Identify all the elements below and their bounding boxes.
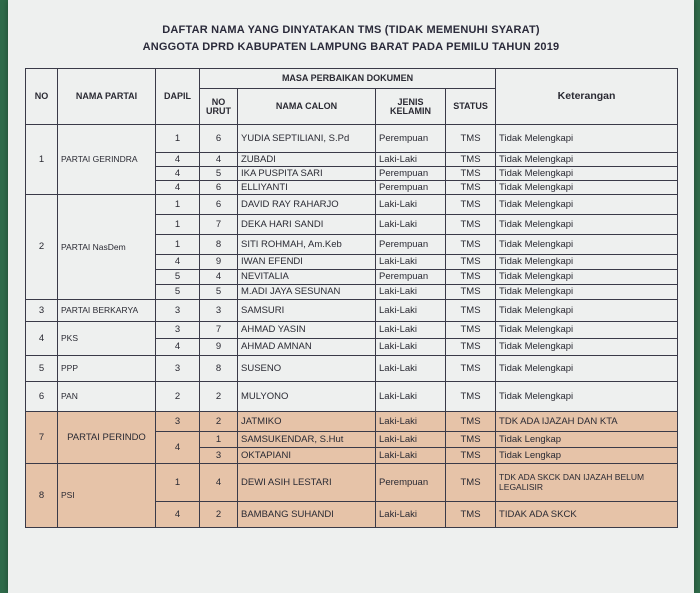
dapil-cell: 1	[156, 195, 200, 215]
status-cell: TMS	[446, 235, 496, 255]
keterangan-cell: Tidak Melengkapi	[496, 322, 678, 339]
gender-cell: Perempuan	[376, 270, 446, 285]
candidate-name: IKA PUSPITA SARI	[238, 167, 376, 181]
header-jenis-kelamin: JENIS KELAMIN	[376, 89, 446, 125]
document-title: DAFTAR NAMA YANG DINYATAKAN TMS (TIDAK MEMENUHI SYARAT)	[162, 24, 540, 36]
gender-cell: Laki-Laki	[376, 339, 446, 356]
group-no: 7	[26, 412, 58, 464]
no-urut-cell: 6	[200, 125, 238, 153]
status-cell: TMS	[446, 502, 496, 528]
status-cell: TMS	[446, 181, 496, 195]
dapil-cell: 4	[156, 181, 200, 195]
no-urut-cell: 8	[200, 356, 238, 382]
candidate-name: BAMBANG SUHANDI	[238, 502, 376, 528]
candidate-name: ELLIYANTI	[238, 181, 376, 195]
status-cell: TMS	[446, 464, 496, 502]
keterangan-cell: Tidak Melengkapi	[496, 167, 678, 181]
status-cell: TMS	[446, 270, 496, 285]
candidate-name: NEVITALIA	[238, 270, 376, 285]
party-name: PPP	[58, 356, 156, 382]
no-urut-cell: 2	[200, 412, 238, 432]
gender-cell: Perempuan	[376, 125, 446, 153]
header-nama-calon: NAMA CALON	[238, 89, 376, 125]
candidate-name: SITI ROHMAH, Am.Keb	[238, 235, 376, 255]
group-no: 2	[26, 195, 58, 300]
party-name: PARTAI BERKARYA	[58, 300, 156, 322]
no-urut-cell: 4	[200, 153, 238, 167]
gender-cell: Laki-Laki	[376, 195, 446, 215]
candidate-name: OKTAPIANI	[238, 448, 376, 464]
dapil-cell: 3	[156, 356, 200, 382]
dapil-cell: 5	[156, 285, 200, 300]
keterangan-cell: Tidak Melengkapi	[496, 270, 678, 285]
header-status: STATUS	[446, 89, 496, 125]
header-dapil: DAPIL	[156, 69, 200, 125]
candidate-name: DAVID RAY RAHARJO	[238, 195, 376, 215]
party-name: PKS	[58, 322, 156, 356]
status-cell: TMS	[446, 432, 496, 448]
status-cell: TMS	[446, 382, 496, 412]
keterangan-cell: Tidak Melengkapi	[496, 125, 678, 153]
gender-cell: Perempuan	[376, 181, 446, 195]
gender-cell: Perempuan	[376, 464, 446, 502]
keterangan-cell: Tidak Melengkapi	[496, 339, 678, 356]
keterangan-cell: Tidak Lengkap	[496, 432, 678, 448]
candidate-name: DEKA HARI SANDI	[238, 215, 376, 235]
status-cell: TMS	[446, 255, 496, 270]
candidate-name: JATMIKO	[238, 412, 376, 432]
group-no: 3	[26, 300, 58, 322]
header-no: NO	[26, 69, 58, 125]
gender-cell: Laki-Laki	[376, 412, 446, 432]
no-urut-cell: 6	[200, 181, 238, 195]
gender-cell: Laki-Laki	[376, 215, 446, 235]
candidate-table	[25, 68, 678, 528]
gender-cell: Perempuan	[376, 235, 446, 255]
group-no: 6	[26, 382, 58, 412]
keterangan-cell: Tidak Melengkapi	[496, 215, 678, 235]
keterangan-cell: Tidak Melengkapi	[496, 181, 678, 195]
header-nama-partai: NAMA PARTAI	[58, 69, 156, 125]
keterangan-cell: TDK ADA SKCK DAN IJAZAH BELUM LEGALISIR	[496, 464, 678, 502]
dapil-cell: 3	[156, 322, 200, 339]
candidate-name: M.ADI JAYA SESUNAN	[238, 285, 376, 300]
gender-cell: Laki-Laki	[376, 382, 446, 412]
dapil-cell: 4	[156, 432, 200, 464]
gender-cell: Laki-Laki	[376, 153, 446, 167]
no-urut-cell: 7	[200, 322, 238, 339]
keterangan-cell: Tidak Melengkapi	[496, 285, 678, 300]
no-urut-cell: 3	[200, 300, 238, 322]
no-urut-cell: 6	[200, 195, 238, 215]
party-name: PARTAI GERINDRA	[58, 125, 156, 195]
no-urut-cell: 1	[200, 432, 238, 448]
dapil-cell: 3	[156, 412, 200, 432]
party-name: PARTAI NasDem	[58, 195, 156, 300]
dapil-cell: 3	[156, 300, 200, 322]
dapil-cell: 1	[156, 235, 200, 255]
candidate-name: MULYONO	[238, 382, 376, 412]
no-urut-cell: 9	[200, 255, 238, 270]
keterangan-cell: Tidak Melengkapi	[496, 356, 678, 382]
status-cell: TMS	[446, 215, 496, 235]
status-cell: TMS	[446, 300, 496, 322]
header-masa-perbaikan: MASA PERBAIKAN DOKUMEN	[200, 69, 496, 89]
candidate-name: AHMAD AMNAN	[238, 339, 376, 356]
candidate-name: IWAN EFENDI	[238, 255, 376, 270]
dapil-cell: 4	[156, 167, 200, 181]
header-no-urut: NO URUT	[200, 89, 238, 125]
status-cell: TMS	[446, 412, 496, 432]
candidate-name: SUSENO	[238, 356, 376, 382]
keterangan-cell: Tidak Melengkapi	[496, 255, 678, 270]
gender-cell: Laki-Laki	[376, 448, 446, 464]
no-urut-cell: 8	[200, 235, 238, 255]
no-urut-cell: 9	[200, 339, 238, 356]
candidate-name: AHMAD YASIN	[238, 322, 376, 339]
keterangan-cell: Tidak Melengkapi	[496, 235, 678, 255]
gender-cell: Laki-Laki	[376, 322, 446, 339]
candidate-name: SAMSURI	[238, 300, 376, 322]
dapil-cell: 1	[156, 215, 200, 235]
dapil-cell: 5	[156, 270, 200, 285]
party-name: PAN	[58, 382, 156, 412]
keterangan-cell: Tidak Melengkapi	[496, 382, 678, 412]
gender-cell: Laki-Laki	[376, 285, 446, 300]
dapil-cell: 4	[156, 255, 200, 270]
status-cell: TMS	[446, 125, 496, 153]
no-urut-cell: 5	[200, 285, 238, 300]
dapil-cell: 1	[156, 125, 200, 153]
no-urut-cell: 2	[200, 382, 238, 412]
candidate-name: YUDIA SEPTILIANI, S.Pd	[238, 125, 376, 153]
no-urut-cell: 4	[200, 270, 238, 285]
dapil-cell: 1	[156, 464, 200, 502]
dapil-cell: 4	[156, 153, 200, 167]
dapil-cell: 4	[156, 339, 200, 356]
keterangan-cell: TIDAK ADA SKCK	[496, 502, 678, 528]
no-urut-cell: 4	[200, 464, 238, 502]
keterangan-cell: Tidak Lengkap	[496, 448, 678, 464]
status-cell: TMS	[446, 285, 496, 300]
group-no: 5	[26, 356, 58, 382]
status-cell: TMS	[446, 322, 496, 339]
header-keterangan: Keterangan	[496, 69, 678, 125]
gender-cell: Laki-Laki	[376, 432, 446, 448]
gender-cell: Laki-Laki	[376, 300, 446, 322]
group-no: 1	[26, 125, 58, 195]
party-name: PARTAI PERINDO	[58, 412, 156, 464]
no-urut-cell: 2	[200, 502, 238, 528]
keterangan-cell: TDK ADA IJAZAH DAN KTA	[496, 412, 678, 432]
dapil-cell: 4	[156, 502, 200, 528]
status-cell: TMS	[446, 339, 496, 356]
status-cell: TMS	[446, 153, 496, 167]
no-urut-cell: 5	[200, 167, 238, 181]
no-urut-cell: 3	[200, 448, 238, 464]
party-name: PSI	[58, 464, 156, 528]
no-urut-cell: 7	[200, 215, 238, 235]
status-cell: TMS	[446, 195, 496, 215]
group-no: 4	[26, 322, 58, 356]
gender-cell: Laki-Laki	[376, 502, 446, 528]
status-cell: TMS	[446, 448, 496, 464]
document-subtitle: ANGGOTA DPRD KABUPATEN LAMPUNG BARAT PADA PEMILU TAHUN 2019	[142, 41, 560, 53]
keterangan-cell: Tidak Melengkapi	[496, 300, 678, 322]
keterangan-cell: Tidak Melengkapi	[496, 153, 678, 167]
status-cell: TMS	[446, 356, 496, 382]
keterangan-cell: Tidak Melengkapi	[496, 195, 678, 215]
document-page	[8, 0, 694, 593]
candidate-name: ZUBADI	[238, 153, 376, 167]
group-no: 8	[26, 464, 58, 528]
candidate-name: DEWI ASIH LESTARI	[238, 464, 376, 502]
gender-cell: Laki-Laki	[376, 255, 446, 270]
candidate-name: SAMSUKENDAR, S.Hut	[238, 432, 376, 448]
gender-cell: Laki-Laki	[376, 356, 446, 382]
status-cell: TMS	[446, 167, 496, 181]
dapil-cell: 2	[156, 382, 200, 412]
gender-cell: Perempuan	[376, 167, 446, 181]
